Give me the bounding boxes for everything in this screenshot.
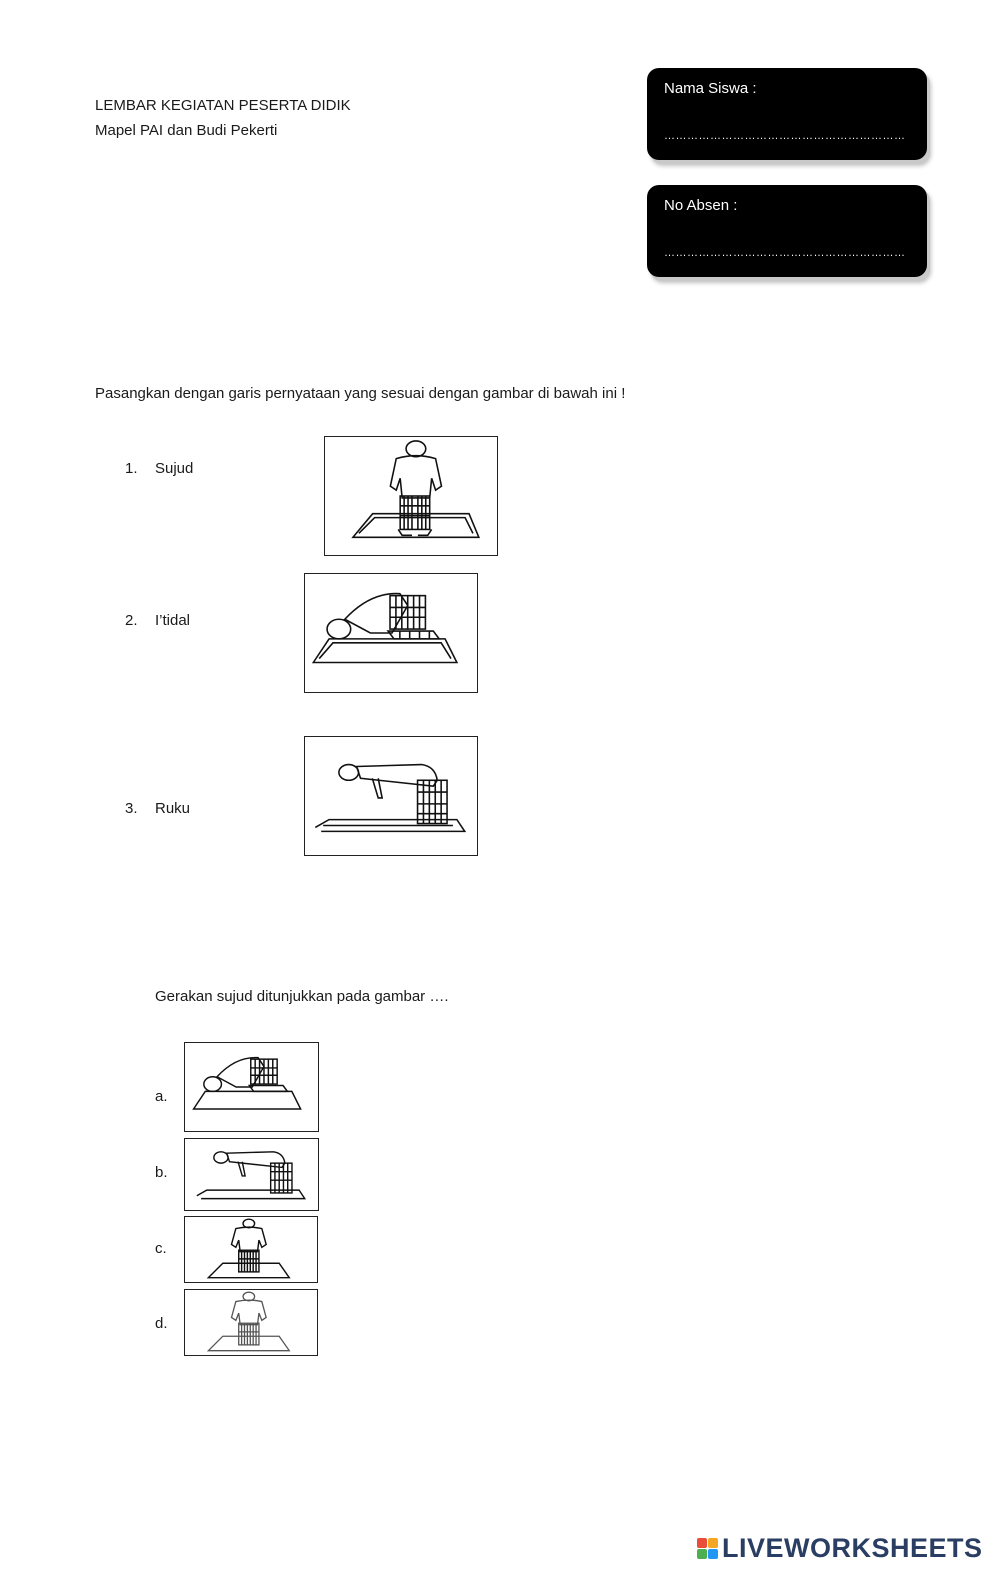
option-c-image[interactable] xyxy=(184,1216,318,1283)
item-2-number: 2. xyxy=(125,612,138,629)
bowing-prayer-image[interactable] xyxy=(304,736,478,856)
student-absen-box xyxy=(647,185,927,277)
student-name-box xyxy=(647,68,927,160)
prostrating-figure-icon xyxy=(185,1043,318,1131)
prostrating-prayer-image[interactable] xyxy=(304,573,478,693)
bowing-figure-icon xyxy=(185,1139,318,1210)
option-a-letter[interactable]: a. xyxy=(155,1088,168,1105)
matching-instruction: Pasangkan dengan garis pernyataan yang sesuai dengan gambar di bawah ini ! xyxy=(95,385,626,402)
student-name-blank[interactable]: ……………………………………………………… xyxy=(664,130,906,142)
item-3-label[interactable]: Ruku xyxy=(155,800,191,817)
liveworksheets-logo xyxy=(697,1533,983,1563)
multiple-choice-question: Gerakan sujud ditunjukkan pada gambar …. xyxy=(155,988,449,1005)
liveworksheets-brand: LIVEWORKSHEETS xyxy=(722,1532,983,1563)
worksheet-title: LEMBAR KEGIATAN PESERTA DIDIK xyxy=(95,97,351,114)
student-absen-label: No Absen : xyxy=(664,197,738,214)
option-c-letter[interactable]: c. xyxy=(155,1240,167,1257)
student-name-label: Nama Siswa : xyxy=(664,80,757,97)
option-a-image[interactable] xyxy=(184,1042,319,1132)
item-1-number: 1. xyxy=(125,460,138,477)
option-d-image[interactable] xyxy=(184,1289,318,1356)
worksheet-subject: Mapel PAI dan Budi Pekerti xyxy=(95,122,278,139)
standing-figure-icon xyxy=(185,1217,317,1282)
option-b-image[interactable] xyxy=(184,1138,319,1211)
option-b-letter[interactable]: b. xyxy=(155,1164,168,1181)
item-1-label[interactable]: Sujud xyxy=(155,460,194,477)
option-d-letter[interactable]: d. xyxy=(155,1315,168,1332)
item-3-number: 3. xyxy=(125,800,138,817)
bowing-figure-icon xyxy=(305,737,477,855)
standing-figure-icon xyxy=(325,437,497,555)
student-absen-blank[interactable]: ……………………………………………………… xyxy=(664,247,906,259)
liveworksheets-mark-icon xyxy=(697,1538,718,1559)
standing-figure-icon xyxy=(185,1290,317,1355)
standing-prayer-image[interactable] xyxy=(324,436,498,556)
item-2-label[interactable]: I’tidal xyxy=(155,612,191,629)
prostrating-figure-icon xyxy=(305,574,477,692)
